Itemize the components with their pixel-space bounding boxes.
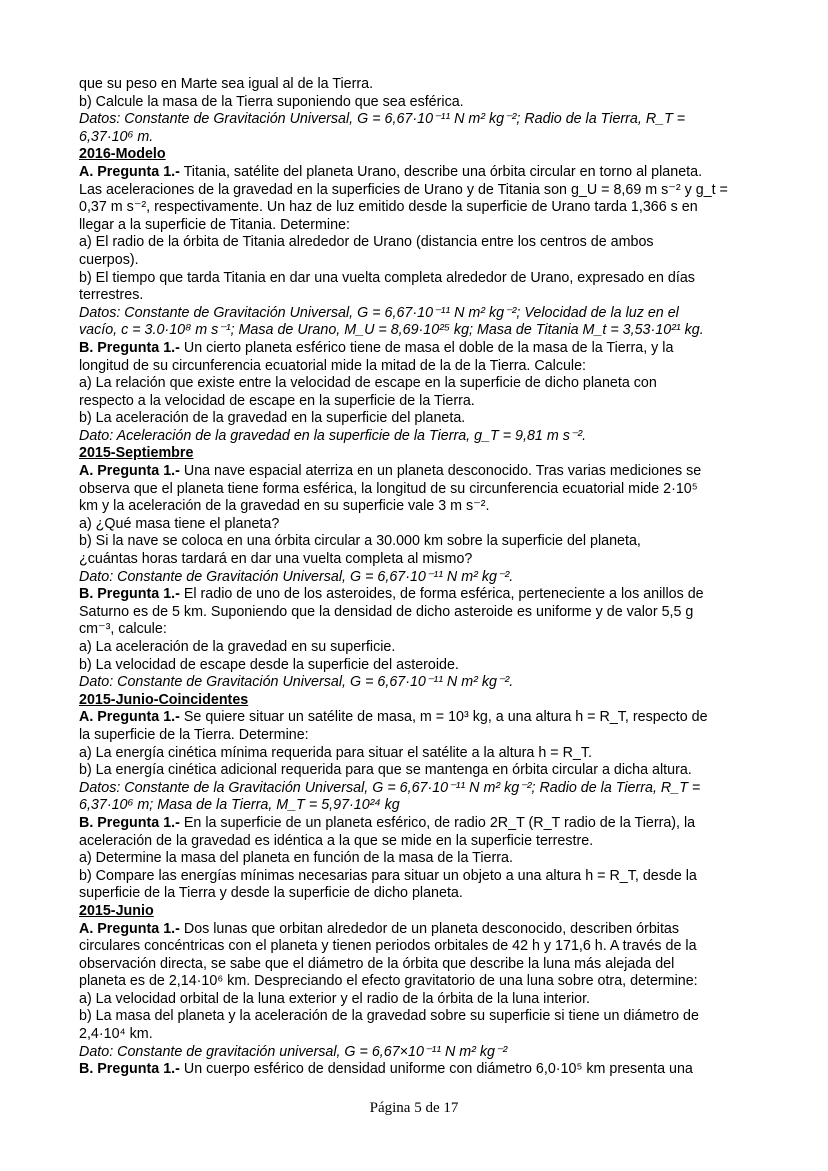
text-line: b) La energía cinética adicional requerida para que se mantenga en órbita circular a dicha altura. (79, 762, 692, 779)
text-line: cuerpos). (79, 251, 139, 268)
question-line: B. Pregunta 1.- El radio de uno de los asteroides, de forma esférica, perteneciente a los anillos de (79, 586, 704, 603)
data-line: Dato: Constante de gravitación universal, G = 6,67×10⁻¹¹ N m² kg⁻² (79, 1043, 508, 1060)
text-line: longitud de su circunferencia ecuatorial mide la mitad de la de la Tierra. Calcule: (79, 357, 587, 374)
question-line: A. Pregunta 1.- Dos lunas que orbitan alrededor de un planeta desconocido, describen órbitas (79, 920, 680, 937)
data-line: Dato: Aceleración de la gravedad en la superficie de la Tierra, g_T = 9,81 m s⁻². (79, 427, 587, 444)
text-line: b) Calcule la masa de la Tierra suponiendo que sea esférica. (79, 93, 464, 110)
question-label: B. Pregunta 1.- (79, 339, 180, 356)
data-line: Dato: Constante de Gravitación Universal, G = 6,67·10⁻¹¹ N m² kg⁻². (79, 568, 514, 585)
text-line: b) El tiempo que tarda Titania en dar una vuelta completa alrededor de Urano, expresado en días (79, 269, 695, 286)
question-label: B. Pregunta 1.- (79, 1061, 180, 1078)
text-line: a) La energía cinética mínima requerida para situar el satélite a la altura h = R_T. (79, 744, 592, 761)
question-line: B. Pregunta 1.- Un cierto planeta esférico tiene de masa el doble de la masa de la Tierra, y la (79, 339, 674, 356)
text-line: 0,37 m s⁻², respectivamente. Un haz de luz emitido desde la superficie de Urano tarda 1,366 s en (79, 199, 698, 216)
data-line: vacío, c = 3.0·10⁸ m s⁻¹; Masa de Urano, M_U = 8,69·10²⁵ kg; Masa de Titania M_t = 3,53·10²¹ kg. (79, 322, 704, 339)
text-line: planeta es de 2,14·10⁶ km. Despreciando el efecto gravitatorio de una luna sobre otra, determine: (79, 973, 698, 990)
section-heading: 2015-Junio-Coincidentes (79, 691, 249, 708)
text-line: a) Determine la masa del planeta en función de la masa de la Tierra. (79, 850, 513, 867)
question-label: A. Pregunta 1.- (79, 920, 180, 937)
text-line: 2,4·10⁴ km. (79, 1026, 153, 1043)
text-line: respecto a la velocidad de escape en la superficie de la Tierra. (79, 392, 475, 409)
text-line: observa que el planeta tiene forma esférica, la longitud de su circunferencia ecuatorial mide 2·10⁵ (79, 480, 698, 497)
text-line: circulares concéntricas con el planeta y tienen periodos orbitales de 42 h y 171,6 h. A través de la (79, 938, 697, 955)
text-line: b) La masa del planeta y la aceleración de la gravedad sobre su superficie si tiene un diámetro de (79, 1008, 699, 1025)
text-line: Las aceleraciones de la gravedad en la superficies de Urano y de Titania son g_U = 8,69 m s⁻² y g_t = (79, 181, 728, 198)
data-line: 6,37·10⁶ m. (79, 128, 154, 145)
data-line: 6,37·10⁶ m; Masa de la Tierra, M_T = 5,97·10²⁴ kg (79, 797, 400, 814)
data-line: Dato: Constante de Gravitación Universal, G = 6,67·10⁻¹¹ N m² kg⁻². (79, 674, 514, 691)
text-line: llegar a la superficie de Titania. Determine: (79, 216, 350, 233)
text-line: observación directa, se sabe que el diámetro de la órbita que describe la luna más alejada del (79, 955, 675, 972)
text-line: terrestres. (79, 287, 144, 304)
question-line: A. Pregunta 1.- Titania, satélite del planeta Urano, describe una órbita circular en torno al planeta. (79, 163, 703, 180)
question-label: B. Pregunta 1.- (79, 586, 180, 603)
text-line: b) La velocidad de escape desde la superficie del asteroide. (79, 656, 459, 673)
text-line: cm⁻³, calcule: (79, 621, 167, 638)
question-label: A. Pregunta 1.- (79, 709, 180, 726)
text-line: ¿cuántas horas tardará en dar una vuelta completa al mismo? (79, 551, 473, 568)
question-label: B. Pregunta 1.- (79, 814, 180, 831)
page-number: Página 5 de 17 (369, 1100, 459, 1116)
text-line: aceleración de la gravedad es idéntica a la que se mide en la superficie terrestre. (79, 832, 594, 849)
data-line: Datos: Constante de Gravitación Universal, G = 6,67·10⁻¹¹ N m² kg⁻²; Radio de la Tierra, R_T = (79, 111, 686, 128)
question-line: A. Pregunta 1.- Una nave espacial aterriza en un planeta desconocido. Tras varias mediciones se (79, 463, 702, 480)
section-heading: 2015-Septiembre (79, 445, 194, 462)
data-line: Datos: Constante de la Gravitación Universal, G = 6,67·10⁻¹¹ N m² kg⁻²; Radio de la Tierra, R_T = (79, 779, 701, 796)
text-line: a) La velocidad orbital de la luna exterior y el radio de la órbita de la luna interior. (79, 990, 591, 1007)
section-heading: 2016-Modelo (79, 146, 166, 163)
text-line: b) La aceleración de la gravedad en la superficie del planeta. (79, 410, 466, 427)
question-line: B. Pregunta 1.- Un cuerpo esférico de densidad uniforme con diámetro 6,0·10⁵ km presenta una (79, 1061, 693, 1078)
text-line: a) El radio de la órbita de Titania alrededor de Urano (distancia entre los centros de ambos (79, 234, 654, 251)
question-line: B. Pregunta 1.- En la superficie de un planeta esférico, de radio 2R_T (R_T radio de la Tierra), la (79, 814, 696, 831)
text-line: superficie de la Tierra y desde la superficie de dicho planeta. (79, 885, 463, 902)
text-line: la superficie de la Tierra. Determine: (79, 726, 309, 743)
text-line: a) La relación que existe entre la velocidad de escape en la superficie de dicho planeta con (79, 375, 657, 392)
text-line: a) ¿Qué masa tiene el planeta? (79, 515, 280, 532)
text-line: km y la aceleración de la gravedad en su superficie vale 3 m s⁻². (79, 498, 490, 515)
section-heading: 2015-Junio (79, 902, 154, 919)
question-line: A. Pregunta 1.- Se quiere situar un satélite de masa, m = 10³ kg, a una altura h = R_T, respecto de (79, 709, 708, 726)
question-label: A. Pregunta 1.- (79, 163, 180, 180)
question-label: A. Pregunta 1.- (79, 463, 180, 480)
document-body (79, 76, 747, 1079)
text-line: Saturno es de 5 km. Suponiendo que la densidad de dicho asteroide es uniforme y de valor 5,5 g (79, 603, 694, 620)
text-line: b) Compare las energías mínimas necesarias para situar un objeto a una altura h = R_T, desde la (79, 867, 697, 884)
data-line: Datos: Constante de Gravitación Universal, G = 6,67·10⁻¹¹ N m² kg⁻²; Velocidad de la luz en el (79, 304, 679, 321)
text-line: que su peso en Marte sea igual al de la Tierra. (79, 76, 374, 92)
text-line: a) La aceleración de la gravedad en su superficie. (79, 639, 396, 655)
text-line: b) Si la nave se coloca en una órbita circular a 30.000 km sobre la superficie del planeta, (79, 533, 641, 550)
